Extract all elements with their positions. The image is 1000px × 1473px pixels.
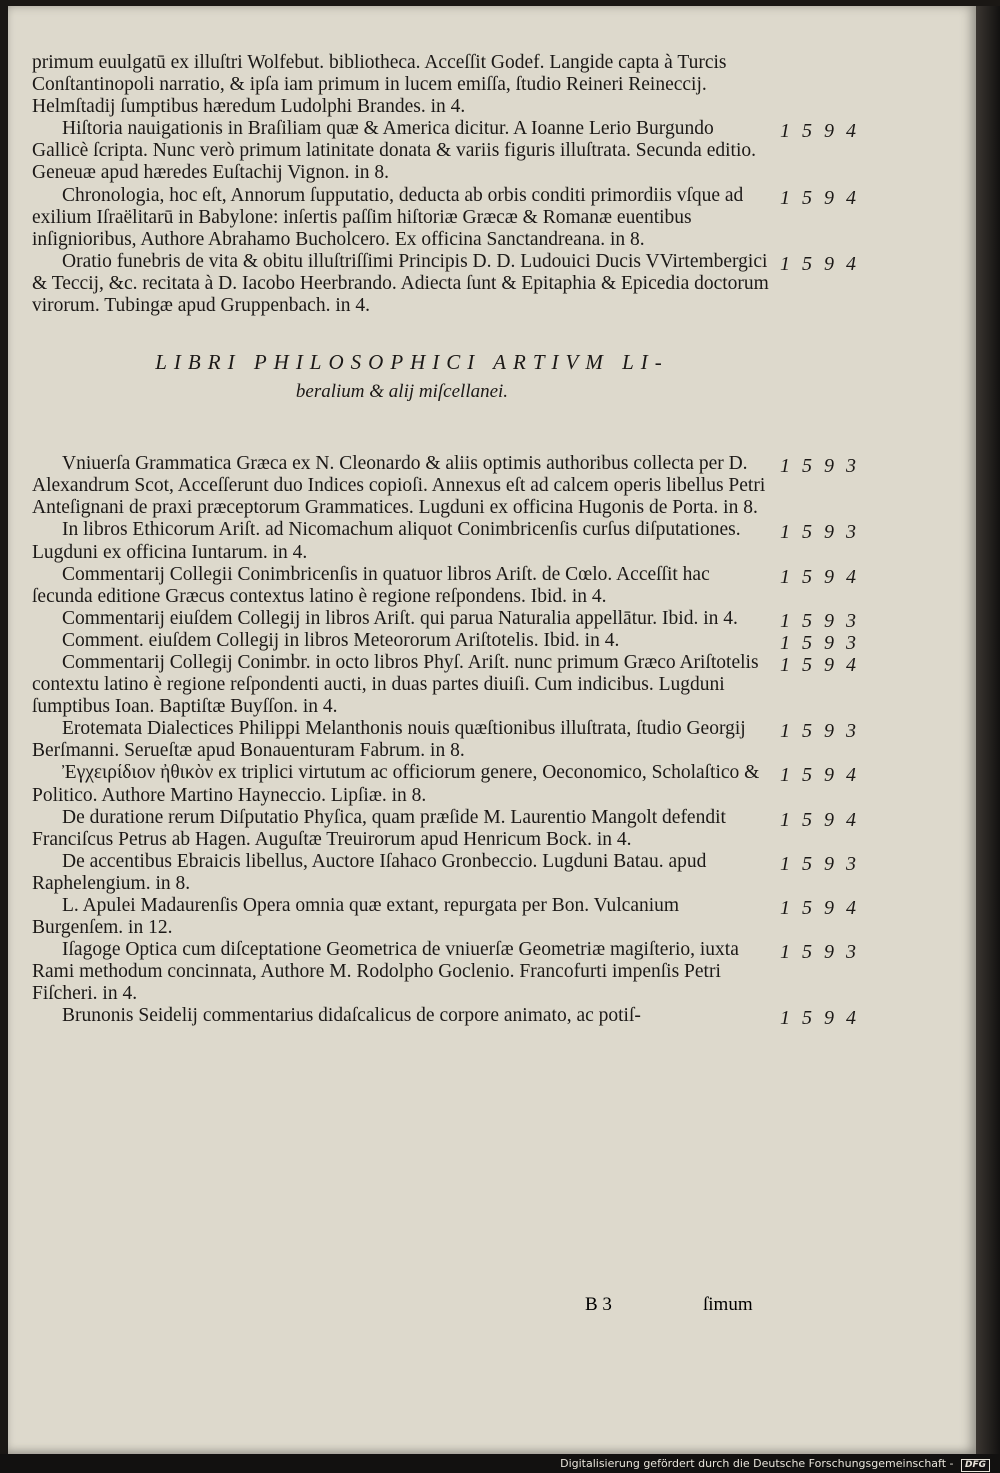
entry-text: Oratio funebris de vita & obitu illuſtriſſimi Principis D. D. Ludouici Ducis VVirtembergici & Teccij, &c. recitata à D. Iacobo Heerbrando. Adiecta ſunt & Epitaphia & Epicedia doctorum virorum. Tubingæ apud Gruppenbach. in 4. bbox=[32, 250, 769, 317]
entry-year: 1594 bbox=[780, 1007, 868, 1030]
catalog-entry bbox=[32, 651, 868, 718]
entry-text: Erotemata Dialectices Philippi Melanthonis nouis quæſtionibus illuſtrata, ſtudio Georgij Berſmanni. Serueſtæ apud Bonauenturam Fabrum. in 8. bbox=[32, 718, 746, 762]
entry-text: De accentibus Ebraicis libellus, Auctore Iſahaco Gronbeccio. Lugduni Batau. apud Raphelengium. in 8. bbox=[32, 850, 707, 894]
section-heading-line2: beralium & alij miſcellanei. bbox=[295, 381, 509, 403]
catalog-entry bbox=[32, 629, 868, 654]
catchword: ſimum bbox=[703, 1294, 753, 1315]
section-heading-line1: LIBRI PHILOSOPHICI ARTIVM LI- bbox=[155, 350, 669, 375]
catalog-entry bbox=[32, 563, 868, 608]
entries-bottom bbox=[32, 453, 868, 1030]
entry-text: Brunonis Seidelij commentarius didaſcalicus de corpore animato, ac potiſ- bbox=[62, 1005, 641, 1027]
entry-year: 1594 bbox=[780, 565, 868, 588]
page-edge-shadow bbox=[976, 6, 1000, 1454]
entry-year: 1593 bbox=[780, 609, 868, 632]
entries-top bbox=[32, 52, 868, 317]
entry-text: Vniuerſa Grammatica Græca ex N. Cleonardo & aliis optimis authoribus collecta per D. Alexandrum Scot, Acceſſerunt duo Indices copioſi. Annexus eſt ad calcem operis libellus Petri Anteſignani de praxi præceptorum Grammatices. Lugduni ex officina Hugonis de Porta. in 8. bbox=[32, 453, 766, 519]
entry-year: 1593 bbox=[780, 455, 868, 478]
section-heading bbox=[32, 347, 772, 407]
catalog-entry bbox=[32, 850, 868, 895]
entry-text: Ἐγχειρίδιον ἠθικὸν ex triplici virtutum ac officiorum genere, Oeconomico, Scholaſtico & Politico. Authore Martino Hayneccio. Lipſiæ. in 8. bbox=[32, 762, 760, 806]
entry-text: Hiſtoria nauigationis in Braſiliam quæ & America dicitur. A Ioanne Lerio Burgundo Gallicè ſcripta. Nunc verò primum latinitate donata & variis figuris illuſtrata. Secunda editio. Geneuæ apud hæredes Euſtachij Vignon. in 8. bbox=[32, 118, 756, 184]
entry-year: 1594 bbox=[780, 764, 868, 787]
catalog-entry bbox=[32, 250, 868, 317]
entry-year: 1594 bbox=[780, 252, 868, 275]
entry-year: 1593 bbox=[780, 852, 868, 875]
catalog-entry bbox=[32, 718, 868, 762]
catalog-entry bbox=[32, 184, 868, 251]
entry-text: primum euulgatū ex illuſtri Wolfebut. bibliotheca. Acceſſit Godef. Langide capta à Turcis Conſtantinopoli narratio, & ipſa iam primum in lucem emiſſa, ſtudio Reineri Reineccij. Helmſtadij ſumptibus hæredum Ludolphi Brandes. in 4. bbox=[32, 52, 727, 118]
entry-year: 1593 bbox=[780, 720, 868, 743]
entry-year: 1594 bbox=[780, 120, 868, 143]
catalog-entry bbox=[32, 1005, 868, 1030]
footer-bar bbox=[0, 1454, 1000, 1473]
entry-text: Commentarij Collegii Conimbricenſis in quatuor libros Ariſt. de Cœlo. Acceſſit hac ſecunda editione Græcus contextus latino è regione reſpondens. Ibid. in 4. bbox=[32, 563, 710, 607]
entry-text: Commentarij Collegij Conimbr. in octo libros Phyſ. Ariſt. nunc primum Græco Ariſtotelis contextu latino è regione reſpondenti aucti, in duas partes diuiſi. Cum indicibus. Lugduni ſumptibus Ioan. Baptiſtæ Buyſſon. in 4. bbox=[32, 651, 759, 718]
catalog-entry bbox=[32, 939, 868, 1005]
signature-mark: B 3 bbox=[585, 1294, 612, 1315]
catalog-entry bbox=[32, 519, 868, 563]
entry-text: L. Apulei Madaurenſis Opera omnia quæ extant, repurgata per Bon. Vulcanium Burgenſem. in 12. bbox=[32, 895, 680, 939]
entry-year: 1594 bbox=[780, 186, 868, 209]
entry-text: De duratione rerum Diſputatio Phyſica, quam præſide M. Laurentio Mangolt defendit Franciſcus Petrus ab Hagen. Auguſtæ Treuirorum apud Henricum Bock. in 4. bbox=[32, 806, 726, 850]
entry-text: Iſagoge Optica cum diſceptatione Geometrica de vniuerſæ Geometriæ magiſterio, iuxta Rami methodum concinnata, Authore M. Rodolpho Goclenio. Francofurti impenſis Petri Fiſcheri. in 4. bbox=[32, 939, 739, 1005]
entry-year: 1593 bbox=[780, 521, 868, 544]
catalog-entry bbox=[32, 52, 772, 118]
entry-year: 1593 bbox=[780, 631, 868, 654]
catalog-entry bbox=[32, 895, 868, 939]
footer-text: Digitalisierung gefördert durch die Deutsche Forschungsgemeinschaft - bbox=[560, 1457, 954, 1470]
catalog-entry bbox=[32, 806, 868, 851]
catalog-entry bbox=[32, 453, 868, 519]
entry-text: Chronologia, hoc eſt, Annorum ſupputatio, deducta ab orbis conditi primordiis vſque ad exilium Iſraëlitarū in Babylone: inſertis paſſim hiſtoriæ Græcæ & Romanæ euentibus inſignioribus, Authore Abrahamo Bucholcero. Ex officina Sanctandreana. in 8. bbox=[32, 184, 744, 250]
catalog-entry bbox=[32, 762, 868, 806]
entry-year: 1594 bbox=[780, 808, 868, 831]
entry-year: 1594 bbox=[780, 653, 868, 676]
entry-year: 1593 bbox=[780, 941, 868, 964]
entry-year: 1594 bbox=[780, 897, 868, 919]
catalog-entry bbox=[32, 118, 868, 184]
entry-text: Comment. eiuſdem Collegij in libros Meteororum Ariſtotelis. Ibid. in 4. bbox=[62, 629, 620, 651]
entry-text: Commentarij eiuſdem Collegij in libros Ariſt. qui parua Naturalia appellātur. Ibid. in 4. bbox=[62, 607, 738, 629]
page-text bbox=[32, 52, 868, 1030]
dfg-logo: DFG bbox=[961, 1459, 990, 1472]
catalog-entry bbox=[32, 607, 868, 632]
entry-text: In libros Ethicorum Ariſt. ad Nicomachum aliquot Conimbricenſis curſus diſputationes. Lugduni ex officina Iuntarum. in 4. bbox=[32, 519, 741, 563]
